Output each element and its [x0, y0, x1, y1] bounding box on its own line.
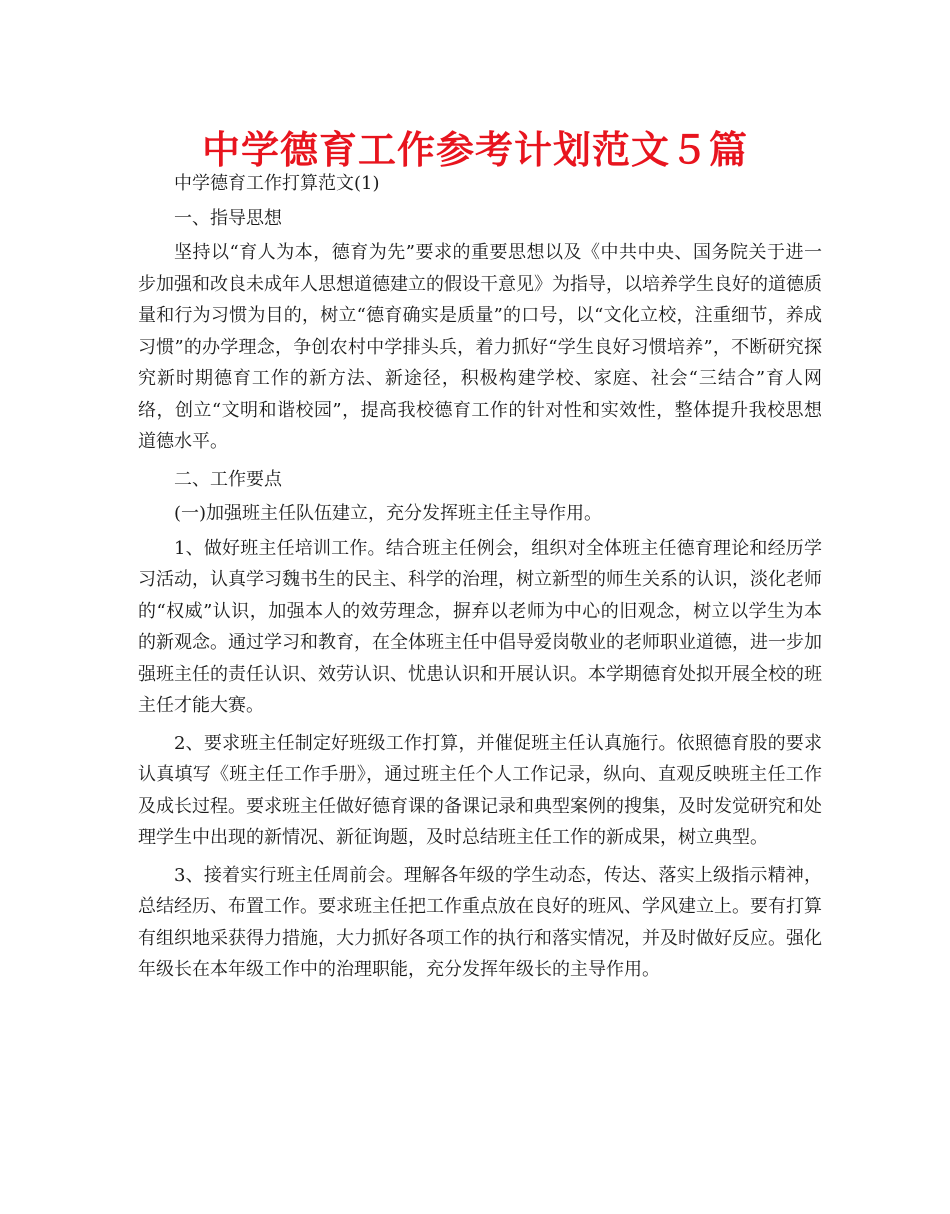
paragraph: 1、做好班主任培训工作。结合班主任例会，组织对全体班主任德育理论和经历学习活动，认真学习魏书生的民主、科学的治理，树立新型的师生关系的认识，淡化老师的“权威”认识，加强本人的效劳理念，摒弃以老师为中心的旧观念，树立以学生为本的新观念。通过学习和教育，在全体班主任中倡导爱岗敬业的老师职业道德，进一步加强班主任的责任认识、效劳认识、忧患认识和开展认识。本学期德育处拟开展全校的班主任才能大赛。 — [138, 537, 822, 716]
section-heading: 中学德育工作打算范文(1) — [174, 173, 380, 194]
subsection-heading: (一)加强班主任队伍建立，充分发挥班主任主导作用。 — [174, 503, 603, 524]
paragraph: 3、接着实行班主任周前会。理解各年级的学生动态，传达、落实上级指示精神，总结经历、布置工作。要求班主任把工作重点放在良好的班风、学风建立上。要有打算有组织地采获得力措施，大力抓好各项工作的执行和落实情况，并及时做好反应。强化年级长在本年级工作中的治理职能，充分发挥年级长的主导作用。 — [138, 864, 822, 980]
document-body — [138, 168, 822, 992]
paragraph: 2、要求班主任制定好班级工作打算，并催促班主任认真施行。依照德育股的要求认真填写《班主任工作手册》，通过班主任个人工作记录，纵向、直观反映班主任工作及成长过程。要求班主任做好德育课的备课记录和典型案例的搜集，及时发觉研究和处理学生中出现的新情况、新征询题，及时总结班主任工作的新成果，树立典型。 — [138, 732, 822, 848]
paragraph: 坚持以“育人为本，德育为先”要求的重要思想以及《中共中央、国务院关于进一步加强和改良未成年人思想道德建立的假设干意见》为指导，以培养学生良好的道德质量和行为习惯为目的，树立“德育确实是质量”的口号，以“文化立校，注重细节，养成习惯”的办学理念，争创农村中学排头兵，着力抓好“学生良好习惯培养”，不断研究探究新时期德育工作的新方法、新途径，积极构建学校、家庭、社会“三结合”育人网络，创立“文明和谐校园”，提高我校德育工作的针对性和实效性，整体提升我校思想道德水平。 — [138, 242, 822, 452]
document-title: 中学德育工作参考计划范文５篇 — [201, 128, 748, 172]
section-heading: 二、工作要点 — [174, 468, 282, 490]
section-heading: 一、指导思想 — [174, 207, 282, 229]
